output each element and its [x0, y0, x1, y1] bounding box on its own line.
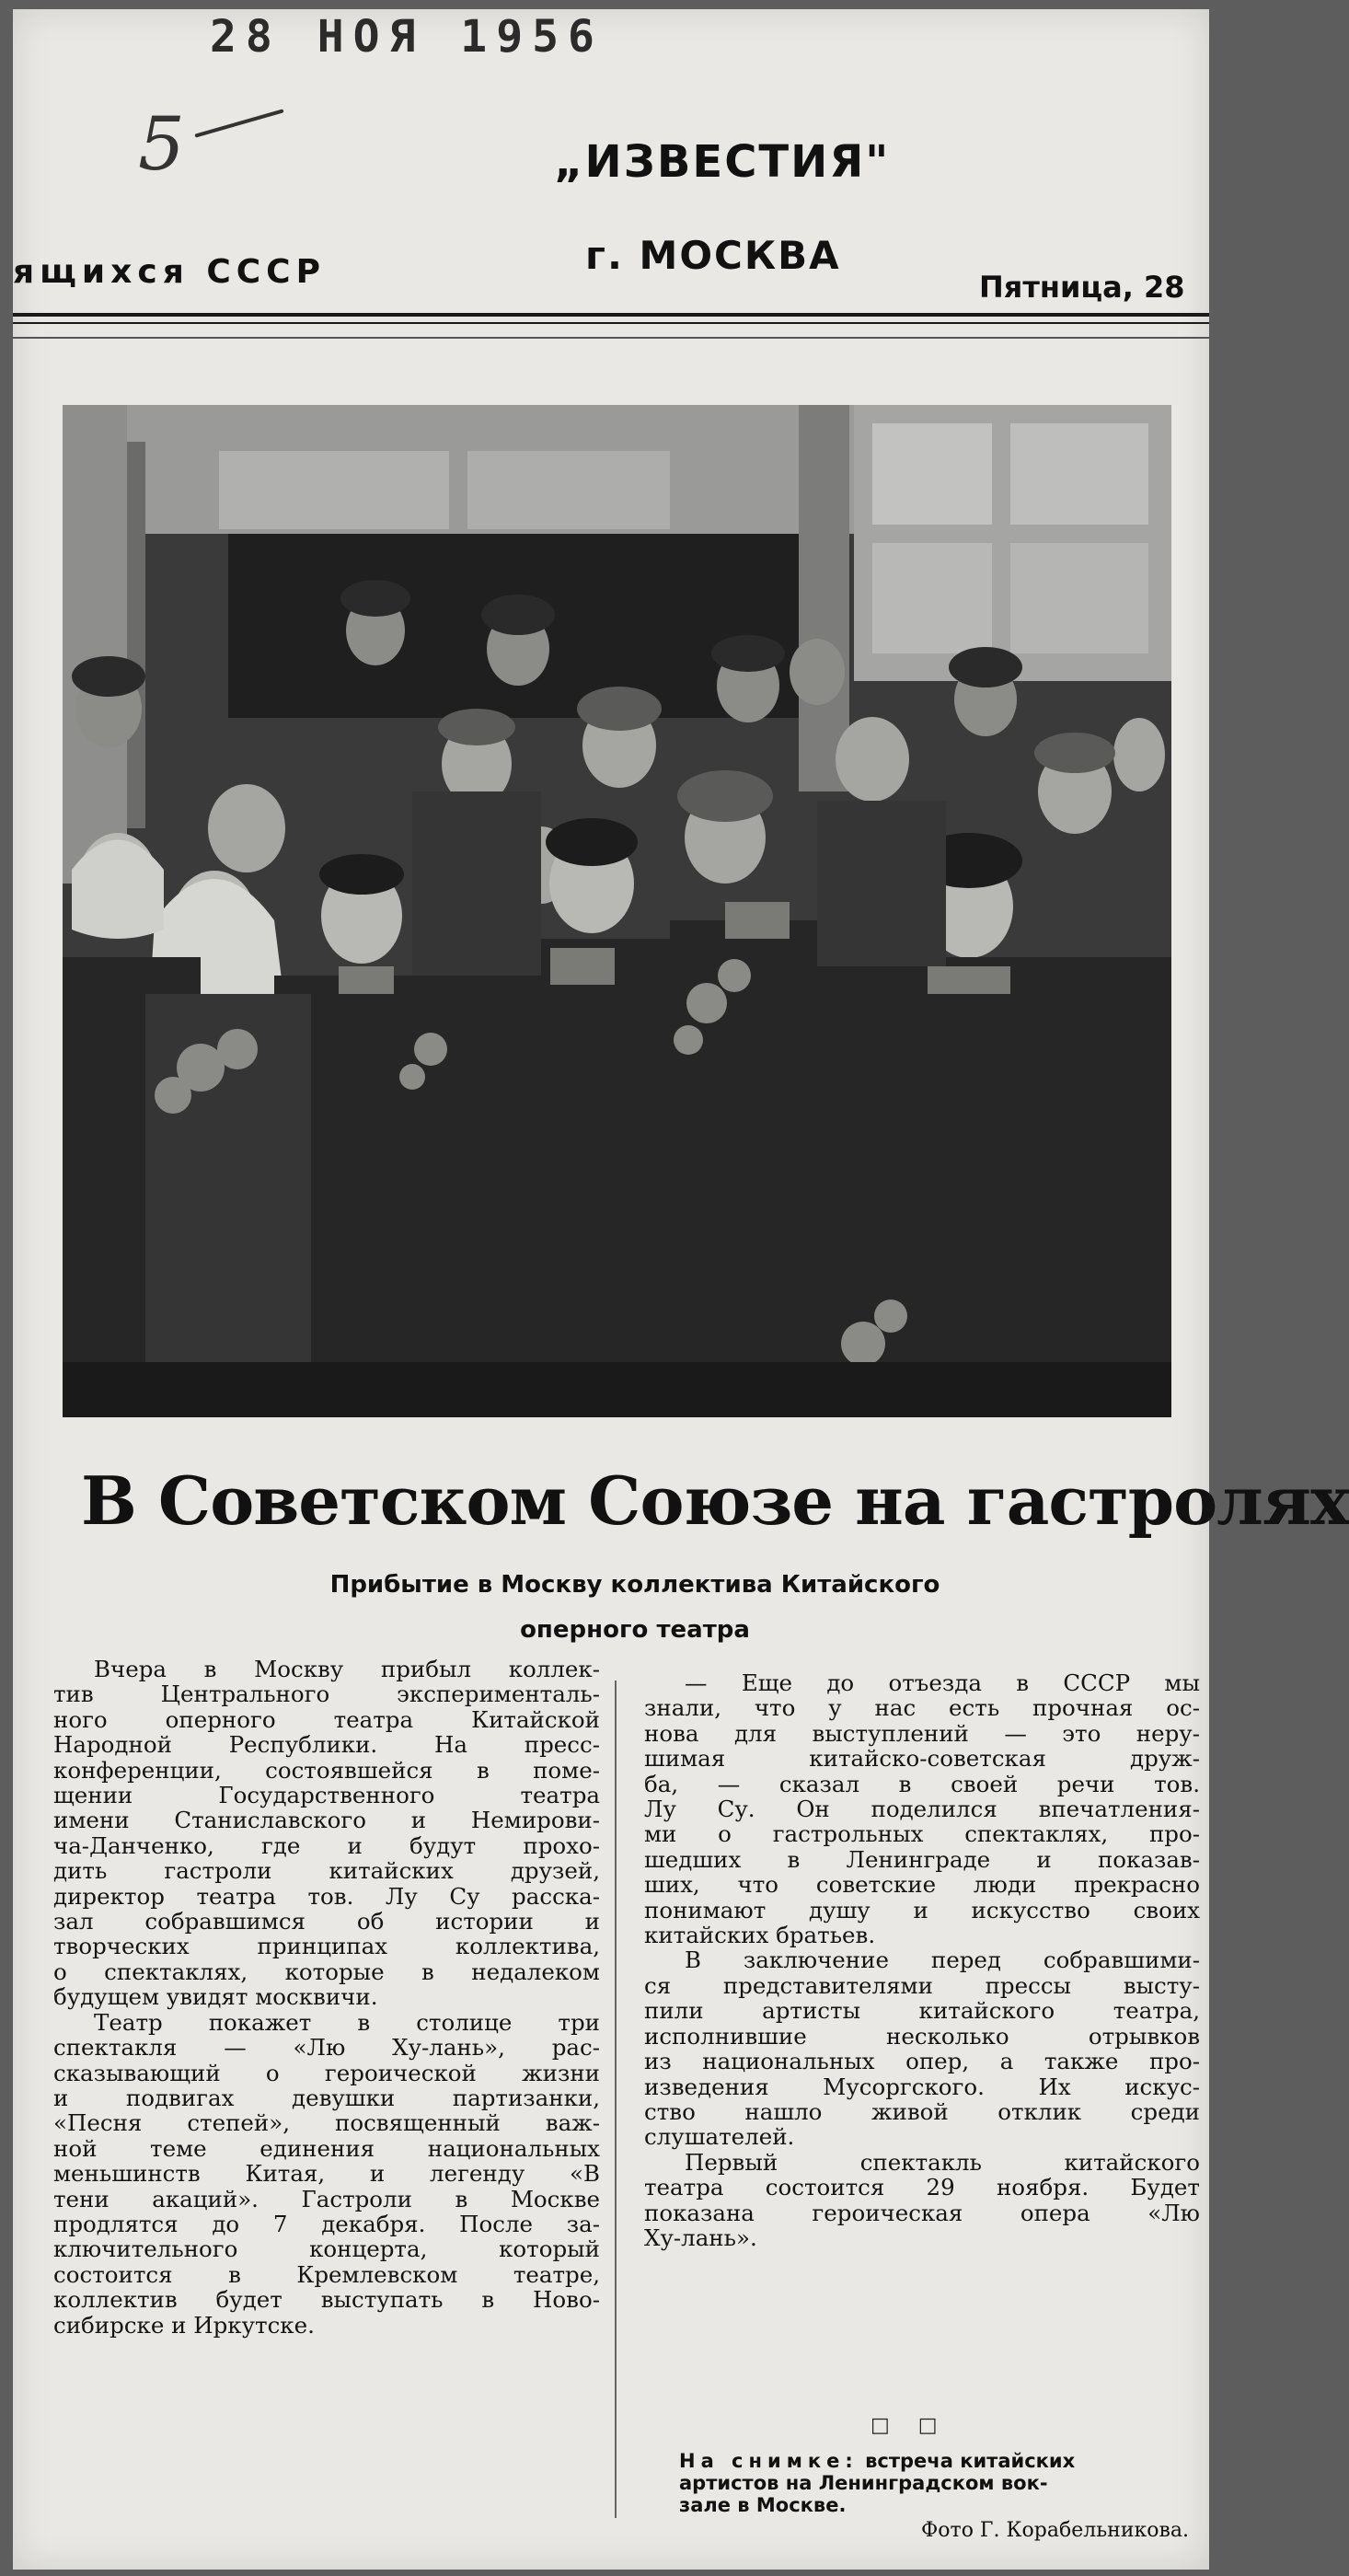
text-line: слушателей.: [644, 2123, 795, 2151]
text-line: конференции, состоявшейся в поме-: [53, 1756, 600, 1784]
text-line: китайских братьев.: [644, 1922, 876, 1949]
text-line: Театр покажет в столице три: [94, 2008, 600, 2036]
text-line: понимают душу и искусство своих: [644, 1896, 1200, 1923]
photo-caption: [679, 2450, 1194, 2516]
header-rule: [13, 313, 1209, 317]
text-line: директор театра тов. Лу Су расска-: [53, 1882, 600, 1910]
text-line: ключительного концерта, который: [53, 2235, 600, 2263]
text-line: и подвигах девушки партизанки,: [53, 2084, 600, 2111]
text-line: ших, что советские люди прекрасно: [644, 1871, 1200, 1899]
header-date: Пятница, 28: [979, 270, 1185, 305]
text-line: ной теме единения национальных: [53, 2134, 600, 2162]
text-line: сказывающий о героической жизни: [53, 2059, 600, 2086]
header-left-fragment: ящихся СССР: [13, 253, 326, 291]
text-line: продлятся до 7 декабря. После за-: [53, 2210, 600, 2237]
paragraph: [53, 2010, 600, 2338]
text-line: тени акаций». Гастроли в Москве: [53, 2185, 600, 2212]
text-line: нова для выступлений — это неру-: [644, 1719, 1200, 1747]
text-line: состоится в Кремлевском театре,: [53, 2260, 600, 2288]
text-line: шимая китайско-советская друж-: [644, 1745, 1200, 1773]
caption-text: зале в Москве.: [679, 2494, 847, 2516]
text-line: коллектив будет выступать в Ново-: [53, 2286, 600, 2314]
text-line: ся представителями прессы высту-: [644, 1971, 1200, 1999]
text-line: зал собравшимся об истории и: [53, 1908, 600, 1935]
text-line: изведения Мусоргского. Их искус-: [644, 2073, 1200, 2100]
text-line: показана героическая опера «Лю: [644, 2199, 1200, 2226]
caption-text: артистов на Ленинградском вок-: [679, 2472, 1048, 2494]
text-line: «Песня степей», посвященный важ-: [53, 2109, 600, 2137]
paragraph: [644, 1947, 1200, 2149]
text-line: будущем увидят москвичи.: [53, 1983, 378, 2011]
text-line: В заключение перед собравшими-: [685, 1946, 1200, 1974]
header-rule: [13, 322, 1209, 324]
date-stamp: 28 НОЯ 1956: [210, 11, 604, 63]
article-headline: В Советском Союзе на гастролях: [81, 1461, 1349, 1540]
article-right-column: [644, 1670, 1200, 2250]
header-rule: [13, 337, 1209, 339]
text-line: шедших в Ленинграде и показав-: [644, 1845, 1200, 1873]
text-line: из национальных опер, а также про-: [644, 2048, 1200, 2075]
text-line: — Еще до отъезда в СССР мы: [685, 1669, 1200, 1696]
paragraph: [644, 2150, 1200, 2251]
text-line: ного оперного театра Китайской: [53, 1705, 600, 1733]
text-line: Ху-лань».: [644, 2224, 757, 2251]
text-line: дить гастроли китайских друзей,: [53, 1857, 600, 1885]
text-line: ство нашло живой отклик среди: [644, 2097, 1200, 2125]
text-line: спектакля — «Лю Ху-лань», рас-: [53, 2034, 600, 2062]
text-line: театра состоится 29 ноября. Будет: [644, 2174, 1200, 2201]
column-divider: [615, 1681, 617, 2518]
article-left-column: [53, 1657, 600, 2338]
text-line: ба, — сказал в своей речи тов.: [644, 1770, 1200, 1797]
text-line: исполнившие несколько отрывков: [644, 2022, 1200, 2050]
text-line: Народной Республики. На пресс-: [53, 1731, 600, 1759]
newspaper-name: „ИЗВЕСТИЯ": [554, 136, 891, 188]
text-line: ми о гастрольных спектаклях, про-: [644, 1820, 1200, 1848]
paragraph: [53, 1657, 600, 2010]
text-line: щении Государственного театра: [53, 1782, 600, 1809]
text-line: сибирске и Иркутске.: [53, 2311, 315, 2339]
text-line: меньшинств Китая, и легенду «В: [53, 2160, 600, 2188]
text-line: Лу Су. Он поделился впечатления-: [644, 1796, 1200, 1823]
text-line: Первый спектакль китайского: [685, 2148, 1200, 2176]
text-line: о спектаклях, которые в недалеком: [53, 1958, 600, 1985]
caption-label: На снимке:: [679, 2450, 859, 2472]
text-line: пили артисты китайского театра,: [644, 1997, 1200, 2025]
photo-credit: Фото Г. Корабельникова.: [921, 2519, 1189, 2542]
header-city: г. МОСКВА: [585, 233, 841, 278]
text-line: ча-Данченко, где и будут прохо-: [53, 1831, 600, 1859]
text-line: творческих принципах коллектива,: [53, 1933, 600, 1960]
article-subheadline: Прибытие в Москву коллектива Китайского: [329, 1571, 940, 1599]
text-line: знали, что у нас есть прочная ос-: [644, 1694, 1200, 1722]
text-line: Вчера в Москву прибыл коллек-: [94, 1656, 600, 1682]
text-line: тив Центрального эксперименталь-: [53, 1681, 600, 1708]
group-photo: [63, 405, 1171, 1417]
handwritten-mark: 5: [138, 101, 185, 187]
paragraph: [644, 1670, 1200, 1947]
separator-squares: □ □: [871, 2414, 949, 2437]
group-photo-icon: [63, 405, 1171, 1417]
caption-text: встреча китайских: [865, 2450, 1076, 2472]
text-line: имени Станиславского и Немирови-: [53, 1807, 600, 1834]
article-subheadline: оперного театра: [520, 1616, 750, 1644]
